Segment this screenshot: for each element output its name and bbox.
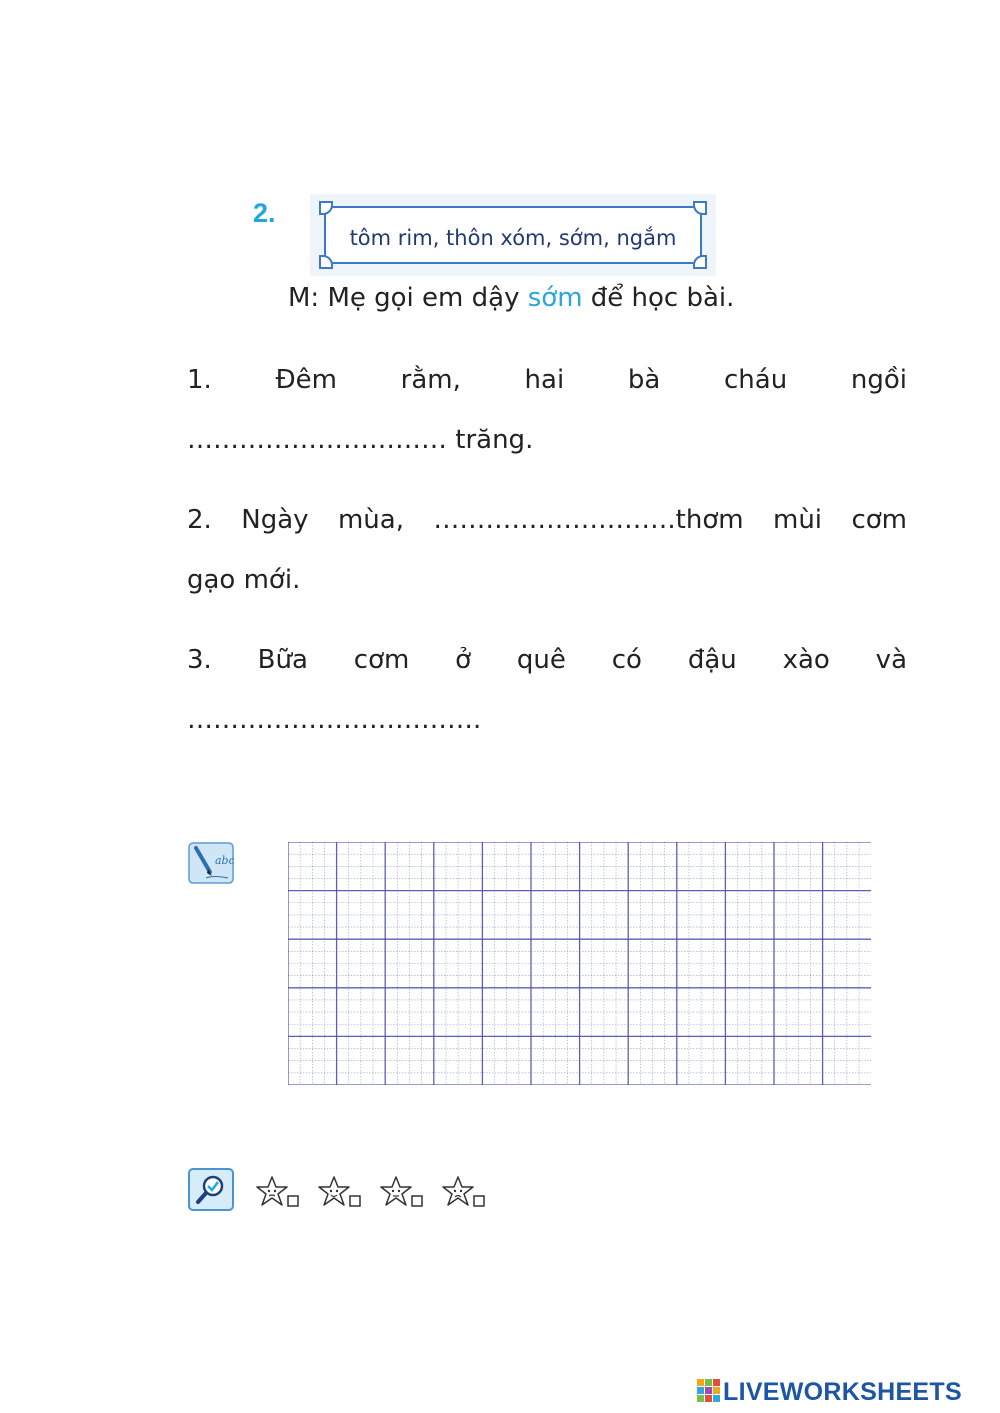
word-bank-frame xyxy=(324,206,702,264)
question-3-line1: 3. Bữa cơm ở quê có đậu xào và xyxy=(187,645,907,675)
star-face-icon[interactable] xyxy=(379,1175,425,1211)
star-face-icon[interactable] xyxy=(255,1175,301,1211)
star-face-icon[interactable] xyxy=(441,1175,487,1211)
svg-text:abc: abc xyxy=(215,854,234,867)
question-3 xyxy=(187,630,907,750)
question-3-line2[interactable]: ……………………………. xyxy=(187,705,482,735)
logo-blocks-icon xyxy=(697,1379,721,1409)
magnifier-check-icon xyxy=(188,1168,234,1211)
handwriting-abc-icon xyxy=(188,842,234,884)
question-1 xyxy=(187,350,907,470)
question-2-line1[interactable]: 2. Ngày mùa, ……………………….thơm mùi cơm xyxy=(187,505,907,535)
example-after: để học bài. xyxy=(582,283,735,313)
question-1-line2[interactable]: ………………………… trăng. xyxy=(187,425,534,455)
question-2-line2: gạo mới. xyxy=(187,565,301,595)
example-sentence xyxy=(288,283,734,313)
word-bank-text: tôm rim, thôn xóm, sớm, ngắm xyxy=(349,226,677,250)
example-highlight: sớm xyxy=(527,283,583,313)
handwriting-grid[interactable] xyxy=(288,842,871,1085)
question-2 xyxy=(187,490,907,610)
example-before: M: Mẹ gọi em dậy xyxy=(288,283,528,313)
brand-text: LIVEWORKSHEETS xyxy=(723,1378,962,1406)
star-face-icon[interactable] xyxy=(317,1175,363,1211)
liveworksheets-logo xyxy=(697,1377,995,1409)
word-bank-box xyxy=(310,194,716,276)
question-1-line1: 1. Đêm rằm, hai bà cháu ngồi xyxy=(187,365,907,395)
exercise-number: 2. xyxy=(253,198,276,228)
